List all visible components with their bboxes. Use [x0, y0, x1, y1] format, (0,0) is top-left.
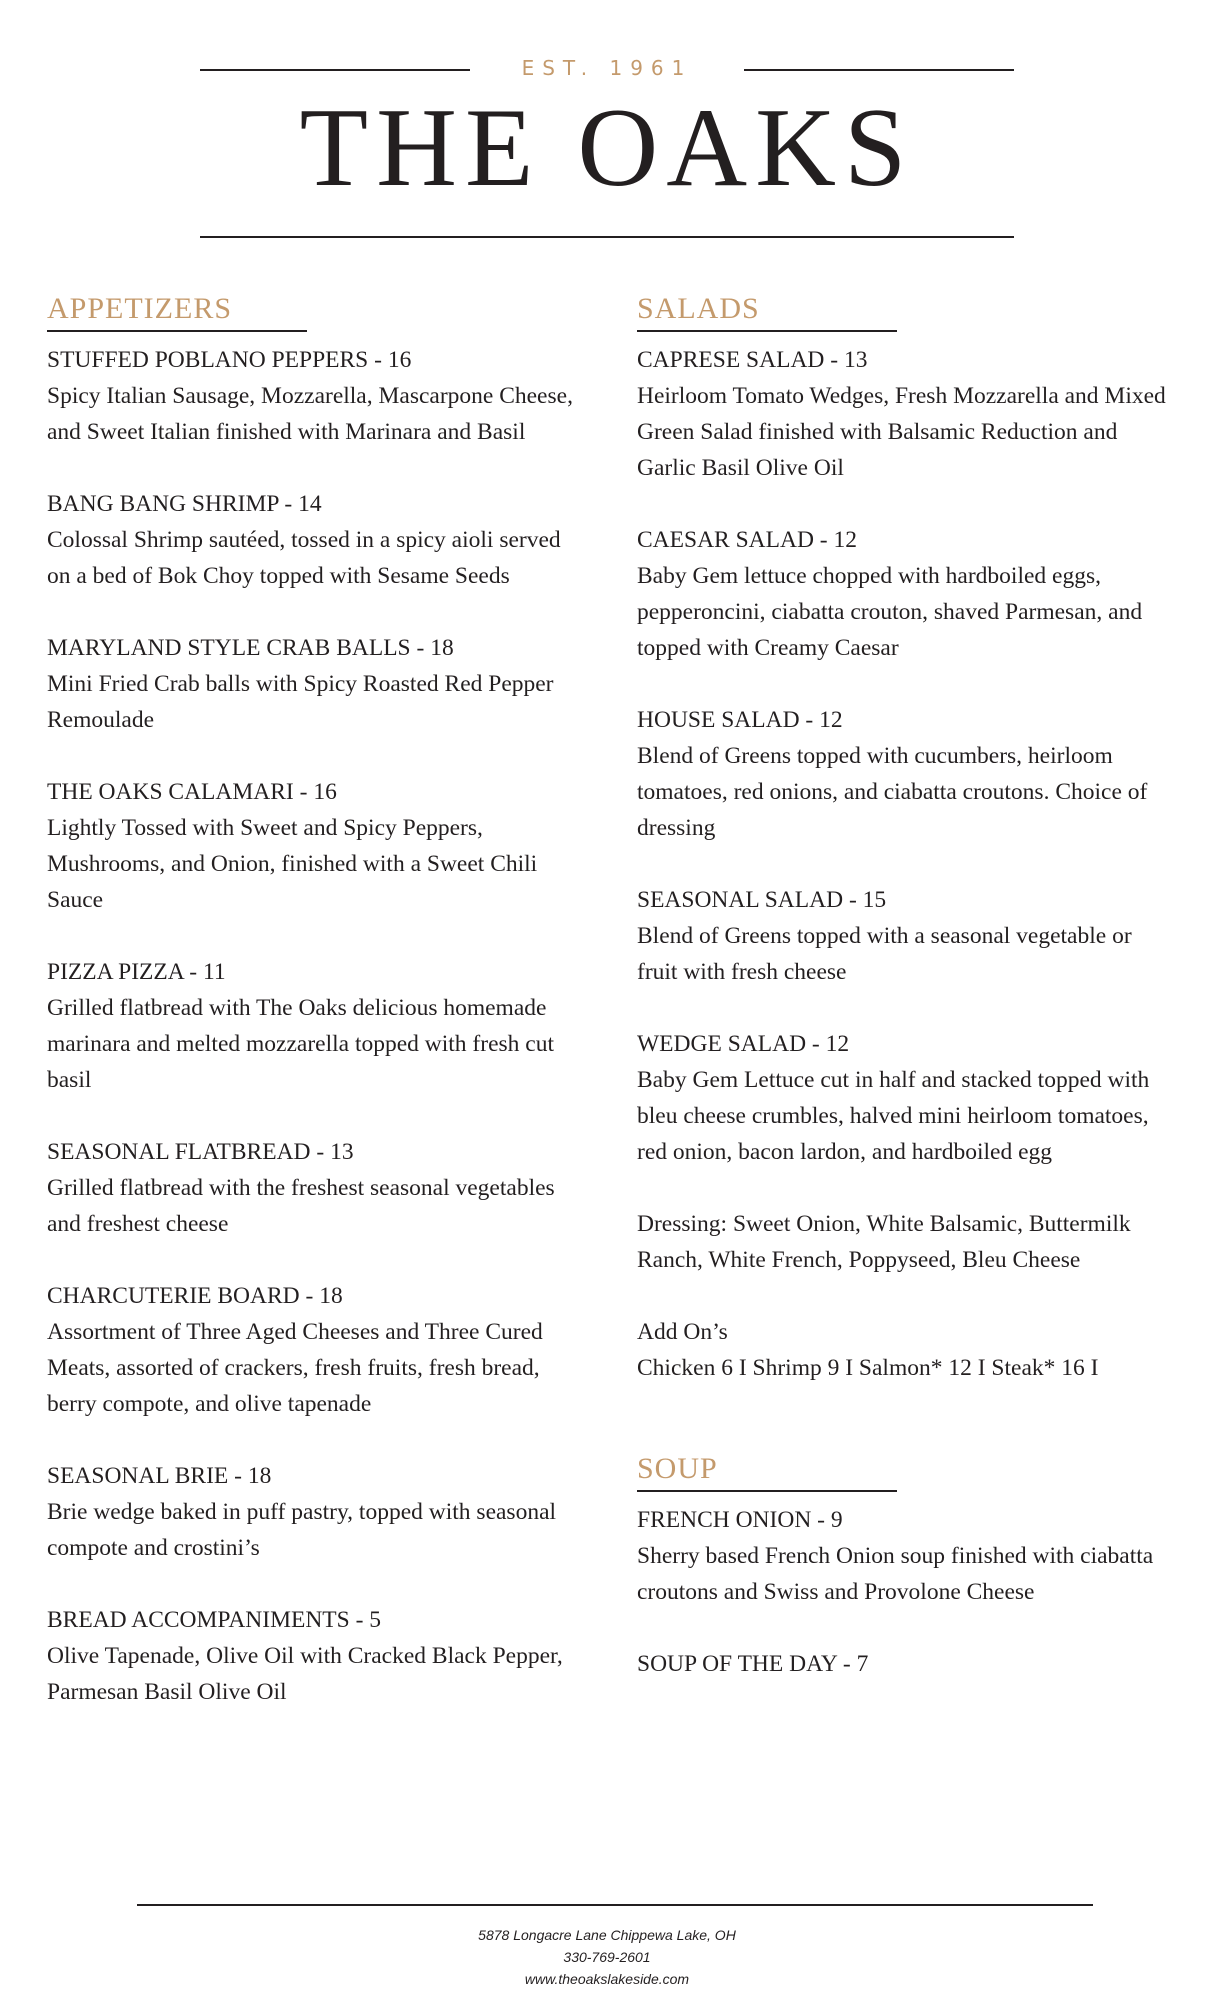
- menu-item-description: Grilled flatbread with the freshest seasonal vegetables and freshest cheese: [47, 1175, 555, 1237]
- menu-item-description: Brie wedge baked in puff pastry, topped with seasonal compote and crostini’s: [47, 1499, 557, 1561]
- menu-item-description: Olive Tapenade, Olive Oil with Cracked Black Pepper, Parmesan Basil Olive Oil: [47, 1643, 563, 1705]
- menu-item: [637, 342, 1177, 486]
- menu-item-description: Baby Gem Lettuce cut in half and stacked topped with bleu cheese crumbles, halved mini heirloom tomatoes, red onion, bacon lardon, and hardboiled egg: [637, 1067, 1150, 1165]
- footer-phone: 330-769-2601: [563, 1949, 651, 1965]
- menu-item-title: BREAD ACCOMPANIMENTS - 5: [47, 1607, 382, 1633]
- menu-item-description: Baby Gem lettuce chopped with hardboiled eggs, pepperoncini, ciabatta crouton, shaved Parmesan, and topped with Creamy Caesar: [637, 563, 1143, 661]
- menu-item-description: Lightly Tossed with Sweet and Spicy Peppers, Mushrooms, and Onion, finished with a Sweet Chili Sauce: [47, 815, 538, 913]
- menu-item-description: Sherry based French Onion soup finished with ciabatta croutons and Swiss and Provolone Cheese: [637, 1543, 1154, 1605]
- menu-item: [637, 522, 1177, 666]
- menu-item-description: Heirloom Tomato Wedges, Fresh Mozzarella and Mixed Green Salad finished with Balsamic Reduction and Garlic Basil Olive Oil: [637, 383, 1166, 481]
- footer-website: www.theoakslakeside.com: [524, 1971, 690, 1987]
- menu-item: [637, 1026, 1177, 1170]
- add-ons-title: Add On’s: [637, 1319, 728, 1345]
- menu-item-title: PIZZA PIZZA - 11: [47, 959, 226, 985]
- dressing-text: Dressing: Sweet Onion, White Balsamic, Buttermilk Ranch, White French, Poppyseed, Bleu Cheese: [637, 1211, 1131, 1273]
- salads-heading: SALADS: [637, 292, 897, 332]
- menu-item-title: SOUP OF THE DAY - 7: [637, 1651, 869, 1677]
- menu-item-description: Spicy Italian Sausage, Mozzarella, Mascarpone Cheese, and Sweet Italian finished with Marinara and Basil: [47, 383, 573, 445]
- menu-item: [47, 1278, 577, 1422]
- menu-item: [637, 1502, 1177, 1610]
- menu-item-title: SEASONAL FLATBREAD - 13: [47, 1139, 354, 1165]
- add-ons: [637, 1314, 1177, 1386]
- menu-item: [637, 882, 1177, 990]
- menu-item: [47, 1134, 577, 1242]
- restaurant-name: THE OAKS: [299, 86, 915, 210]
- appetizers-heading: APPETIZERS: [47, 292, 307, 332]
- menu-item: [637, 1646, 1177, 1682]
- menu-item-description: Colossal Shrimp sautéed, tossed in a spicy aioli served on a bed of Bok Choy topped with Sesame Seeds: [47, 527, 561, 589]
- menu-item: [47, 1602, 577, 1710]
- menu-item-title: CAPRESE SALAD - 13: [637, 347, 868, 373]
- menu-item-title: FRENCH ONION - 9: [637, 1507, 843, 1533]
- menu-item-title: CHARCUTERIE BOARD - 18: [47, 1283, 343, 1309]
- menu-item: [47, 630, 577, 738]
- soup-section: [637, 1452, 1177, 1682]
- soup-heading: SOUP: [637, 1452, 897, 1492]
- menu-item-description: Blend of Greens topped with cucumbers, heirloom tomatoes, red onions, and ciabatta croutons. Choice of dressing: [637, 743, 1148, 841]
- menu-item-title: SEASONAL BRIE - 18: [47, 1463, 272, 1489]
- menu-item-description: Assortment of Three Aged Cheeses and Three Cured Meats, assorted of crackers, fresh fruits, fresh bread, berry compote, and olive tapenade: [47, 1319, 543, 1417]
- menu-item-title: SEASONAL SALAD - 15: [637, 887, 887, 913]
- menu-item: [47, 1458, 577, 1566]
- menu-item: [47, 954, 577, 1098]
- menu-item-description: Blend of Greens topped with a seasonal vegetable or fruit with fresh cheese: [637, 923, 1132, 985]
- menu-item-title: STUFFED POBLANO PEPPERS - 16: [47, 347, 412, 373]
- menu-item-title: THE OAKS CALAMARI - 16: [47, 779, 337, 805]
- menu-item-description: Mini Fried Crab balls with Spicy Roasted Red Pepper Remoulade: [47, 671, 554, 733]
- appetizers-column: [47, 292, 577, 1746]
- dressing-options: [637, 1206, 1177, 1278]
- menu-item-title: HOUSE SALAD - 12: [637, 707, 843, 733]
- established-label: EST. 1961: [521, 56, 693, 80]
- salads-soup-column: [637, 292, 1177, 1718]
- menu-item-title: MARYLAND STYLE CRAB BALLS - 18: [47, 635, 454, 661]
- menu-item: [637, 702, 1177, 846]
- menu-item-title: CAESAR SALAD - 12: [637, 527, 858, 553]
- menu-item: [47, 342, 577, 450]
- footer-rule: [137, 1904, 1093, 1906]
- menu-item-title: WEDGE SALAD - 12: [637, 1031, 850, 1057]
- menu-item: [47, 486, 577, 594]
- footer-address: 5878 Longacre Lane Chippewa Lake, OH: [478, 1927, 736, 1943]
- menu-item-title: BANG BANG SHRIMP - 14: [47, 491, 322, 517]
- menu-item: [47, 774, 577, 918]
- add-ons-list: Chicken 6 I Shrimp 9 I Salmon* 12 I Steak* 16 I: [637, 1355, 1099, 1381]
- header-rule-bottom: [200, 236, 1014, 238]
- menu-item-description: Grilled flatbread with The Oaks delicious homemade marinara and melted mozzarella topped with fresh cut basil: [47, 995, 554, 1093]
